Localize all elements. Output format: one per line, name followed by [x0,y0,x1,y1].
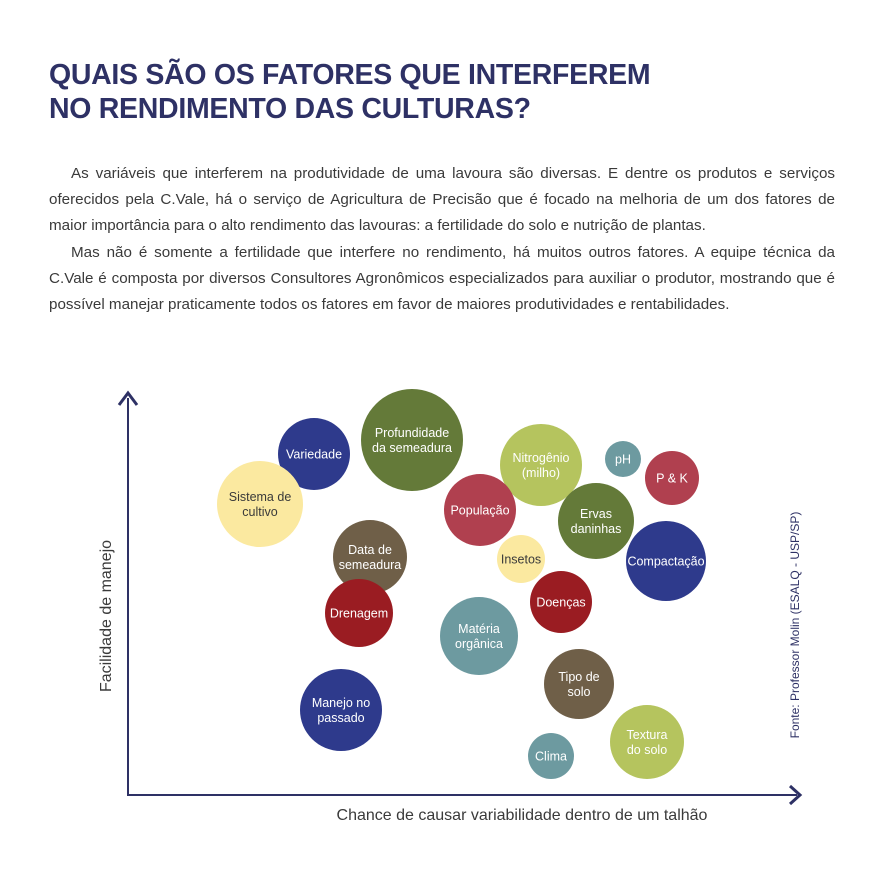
bubble-circle [440,597,518,675]
bubbles-group [217,389,706,779]
bubble-label: Matéria [458,622,500,636]
bubble-circle [558,483,634,559]
bubble-label: Insetos [500,552,542,567]
bubble-label: Profundidade [374,426,450,440]
bubble-materia-organica [440,597,518,675]
bubble-label: solo [567,685,591,699]
paragraph-1: As variáveis que interferem na produtividade de uma lavoura são diversas. E dentre os produtos e serviços oferecidos pela C.Vale, há o serviço de Agricultura de Precisão que é focado na melhoria de um dos fatores de maior importância para o alto rendimento das lavouras: a fertilidade do solo e nutrição de plantas. [49,165,835,235]
bubble-circle [544,649,614,719]
bubble-label: Compactação [627,554,705,569]
bubble-label: P & K [656,471,688,486]
bubble-populacao [444,474,516,546]
bubble-manejo-no-passado [300,669,382,751]
bubble-label: pH [615,452,631,467]
bubble-label: Ervas [580,507,612,521]
bubble-label: Sistema de [228,490,292,504]
bubble-label: orgânica [455,637,503,651]
bubble-circle [300,669,382,751]
bubble-label: Clima [535,749,567,764]
title-line-2: NO RENDIMENTO DAS CULTURAS? [49,93,531,125]
bubble-label: (milho) [521,466,561,480]
bubble-circle [217,461,303,547]
bubble-label: passado [317,711,365,725]
bubble-insetos [497,535,545,583]
bubble-compactacao [626,521,706,601]
bubble-label: Data de [348,543,392,557]
bubble-label: Variedade [285,447,343,462]
paragraph-2: Mas não é somente a fertilidade que interfere no rendimento, há muitos outros fatores. A equipe técnica da C.Vale é composta por diversos Consultores Agronômicos especializados para auxiliar o produtor, mostrando que é possível manejar praticamente todos os fatores em favor de maiores produtividades e rentabilidades. [49,243,835,314]
bubble-textura-do-solo [610,705,684,779]
bubble-tipo-de-solo [544,649,614,719]
bubble-p-k [645,451,699,505]
x-axis-label: Chance de causar variabilidade dentro de um talhão [336,807,708,824]
bubble-label: da semeadura [372,441,452,455]
bubble-label: População [450,503,510,518]
bubble-circle [610,705,684,779]
bubble-doencas [530,571,592,633]
bubble-drenagem [325,579,393,647]
bubble-label: Tipo de [558,670,600,684]
bubble-label: semeadura [338,558,402,572]
bubble-label: Manejo no [311,696,371,710]
source-note: Fonte: Professor Molin (ESALQ - USP/SP) [788,511,802,739]
bubble-profundidade-da-semeadura [361,389,463,491]
title-line-1: QUAIS SÃO OS FATORES QUE INTERFEREM [49,59,651,91]
bubble-sistema-de-cultivo [217,461,303,547]
bubble-label: Drenagem [329,606,389,621]
y-axis-label: Facilidade de manejo [98,539,115,693]
bubble-label: Textura [626,728,668,742]
bubble-label: do solo [626,743,668,757]
bubble-circle [361,389,463,491]
bubble-label: Nitrogênio [512,451,570,465]
bubble-ervas-daninhas [558,483,634,559]
bubble-clima [528,733,574,779]
bubble-label: Doenças [536,595,586,610]
bubble-label: cultivo [242,505,278,519]
bubble-ph [605,441,641,477]
bubble-label: daninhas [570,522,622,536]
